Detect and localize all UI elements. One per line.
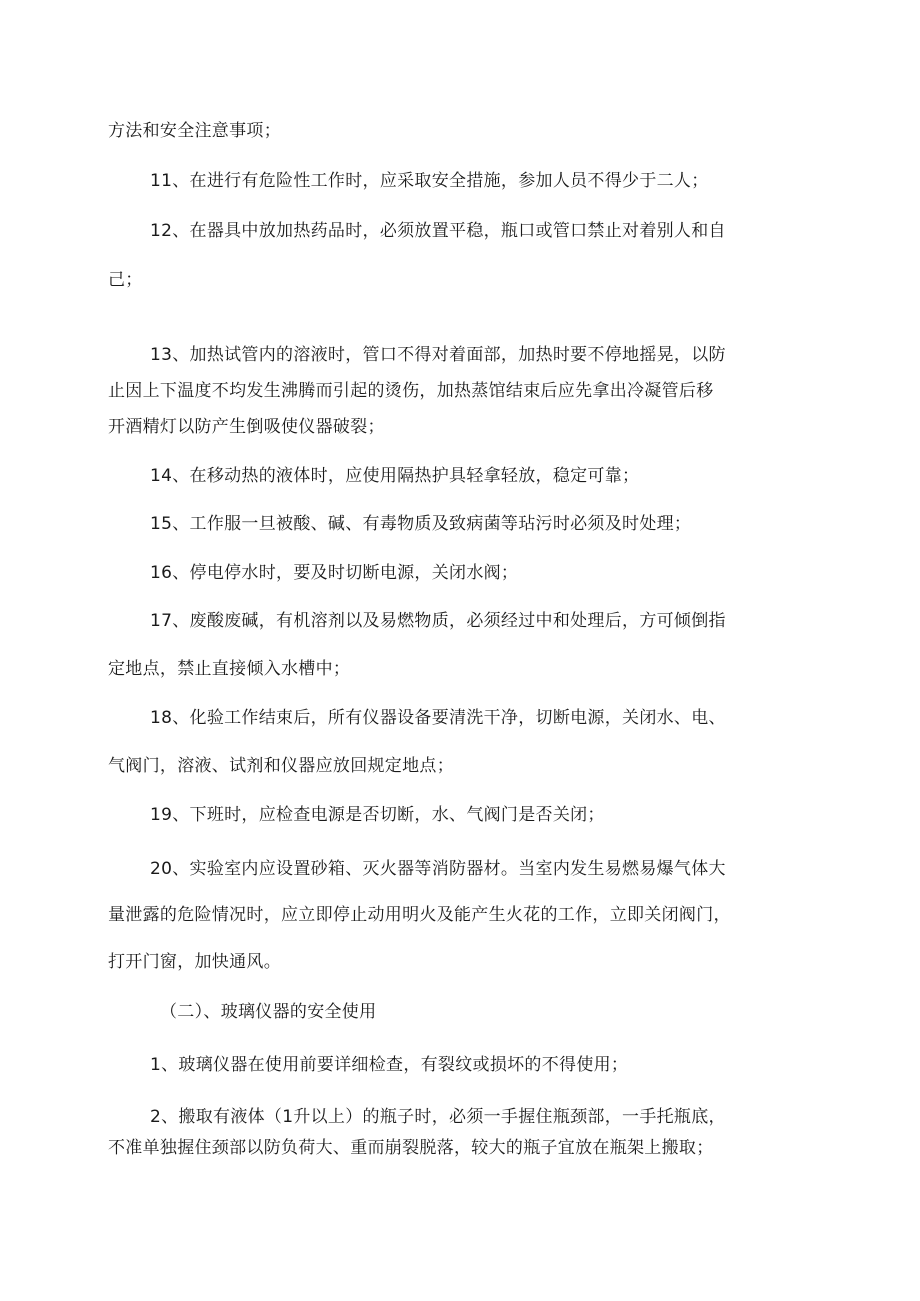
text-line: 开酒精灯以防产生倒吸使仪器破裂； — [108, 417, 385, 437]
text-line: 17、废酸废碱，有机溶剂以及易燃物质，必须经过中和处理后，方可倾倒指 — [150, 611, 726, 631]
text-line: 1、玻璃仪器在使用前要详细检查，有裂纹或损坏的不得使用； — [150, 1055, 629, 1075]
text-line: 2、搬取有液体（1升以上）的瓶子时，必须一手握住瓶颈部，一手托瓶底， — [150, 1107, 726, 1127]
text-line: 13、加热试管内的溶液时，管口不得对着面部，加热时要不停地摇晃，以防 — [150, 345, 726, 365]
text-line: 19、下班时，应检查电源是否切断，水、气阀门是否关闭； — [150, 805, 605, 825]
text-line: 定地点，禁止直接倾入水槽中； — [108, 659, 351, 679]
text-line: 量泄露的危险情况时，应立即停止动用明火及能产生火花的工作，立即关闭阀门， — [108, 905, 731, 925]
text-line: 11、在进行有危险性工作时，应采取安全措施，参加人员不得少于二人； — [150, 171, 709, 191]
text-line: 15、工作服一旦被酸、碱、有毒物质及致病菌等玷污时必须及时处理； — [150, 514, 692, 534]
text-line: 打开门窗，加快通风。 — [108, 952, 281, 972]
text-line: 气阀门，溶液、试剂和仪器应放回规定地点； — [108, 756, 454, 776]
text-line: 12、在器具中放加热药品时，必须放置平稳，瓶口或管口禁止对着别人和自 — [150, 221, 726, 241]
text-line: 止因上下温度不均发生沸腾而引起的烫伤，加热蒸馆结束后应先拿出冷凝管后移 — [108, 381, 714, 401]
text-line: 方法和安全注意事项； — [108, 121, 281, 141]
text-line: 14、在移动热的液体时，应使用隔热护具轻拿轻放，稳定可靠； — [150, 466, 640, 486]
text-line: 18、化验工作结束后，所有仪器设备要清洗干净，切断电源，关闭水、电、 — [150, 708, 726, 728]
text-line: 20、实验室内应设置砂箱、灭火器等消防器材。当室内发生易燃易爆气体大 — [150, 859, 726, 879]
text-line: 16、停电停水时，要及时切断电源，关闭水阀； — [150, 563, 519, 583]
section-heading: （二）、玻璃仪器的安全使用 — [160, 1002, 377, 1022]
text-line: 不准单独握住颈部以防负荷大、重而崩裂脱落，较大的瓶子宜放在瓶架上搬取； — [108, 1138, 714, 1158]
text-line: 己； — [108, 270, 143, 290]
